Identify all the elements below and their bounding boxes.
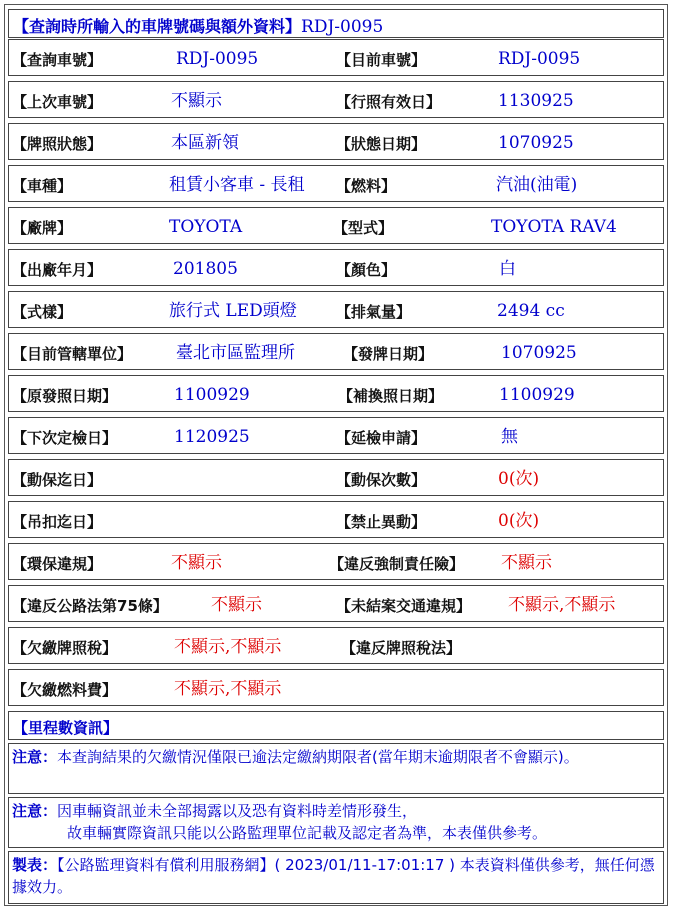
field-value: 1130925 — [498, 91, 574, 111]
field-label: 【吊扣迄日】 — [12, 513, 103, 531]
field-value: 1070925 — [498, 133, 574, 153]
field-label: 【發牌日期】 — [343, 345, 434, 363]
info-row — [8, 417, 664, 454]
mileage-section-title: 【里程數資訊】 — [13, 719, 119, 737]
info-row — [8, 165, 664, 202]
field-value: TOYOTA — [169, 217, 243, 237]
info-row — [8, 585, 664, 622]
report-title-bar — [8, 9, 664, 38]
field-label: 【出廠年月】 — [12, 261, 103, 279]
field-label: 【燃料】 — [336, 177, 397, 195]
field-label: 【目前管轄單位】 — [12, 345, 133, 363]
field-label: 【狀態日期】 — [336, 135, 427, 153]
note-text-line1: 因車輛資訊並未全部揭露以及恐有資料時差情形發生， — [57, 802, 418, 820]
field-value: 不顯示 — [171, 553, 222, 573]
field-label: 【欠繳燃料費】 — [12, 681, 118, 699]
field-label: 【違反公路法第75條】 — [12, 597, 168, 615]
info-row — [8, 291, 664, 328]
info-row — [8, 123, 664, 160]
field-label: 【車種】 — [12, 177, 73, 195]
field-value: 不顯示,不顯示 — [174, 637, 282, 657]
info-row — [8, 543, 664, 580]
field-label: 【延檢申請】 — [336, 429, 427, 447]
info-row — [8, 207, 664, 244]
field-value: 汽油(油電) — [496, 175, 578, 195]
field-value: 1070925 — [501, 343, 577, 363]
info-row — [8, 81, 664, 118]
producer-text: 【公路監理資料有償利用服務網】( 2023/01/11-17:01:17 ) 本表資料僅供參考，無任何憑據效力。 — [12, 856, 655, 896]
title-plate: RDJ-0095 — [301, 17, 384, 37]
info-row — [8, 627, 664, 664]
field-value: 臺北市區監理所 — [176, 343, 295, 363]
field-label: 【違反牌照稅法】 — [341, 639, 462, 657]
field-value: 不顯示 — [171, 91, 222, 111]
field-value: 本區新領 — [171, 133, 239, 153]
note-overdue — [8, 743, 664, 794]
field-value: TOYOTA RAV4 — [491, 217, 617, 237]
info-row — [8, 375, 664, 412]
field-value: 白 — [499, 259, 516, 279]
info-row — [8, 501, 664, 538]
mileage-section-header — [8, 711, 664, 740]
field-label: 【違反強制責任險】 — [329, 555, 465, 573]
field-value: 1100929 — [174, 385, 250, 405]
note-text: 本查詢結果的欠繳情況僅限已逾法定繳納期限者(當年期末逾期限者不會顯示)。 — [57, 748, 579, 766]
field-value: 不顯示 — [211, 595, 262, 615]
field-value: 旅行式 LED頭燈 — [169, 301, 297, 321]
info-row — [8, 249, 664, 286]
note-label: 注意： — [12, 802, 58, 820]
field-label: 【廠牌】 — [12, 219, 73, 237]
note-text-line2: 故車輛實際資訊只能以公路監理單位記載及認定者為準，本表僅供參考。 — [67, 824, 548, 842]
field-label: 【行照有效日】 — [336, 93, 442, 111]
field-label: 【下次定檢日】 — [12, 429, 118, 447]
field-value: RDJ-0095 — [176, 49, 259, 69]
field-value: 無 — [501, 427, 518, 447]
field-value: 租賃小客車 - 長租 — [169, 175, 305, 195]
field-label: 【原發照日期】 — [12, 387, 118, 405]
info-row — [8, 333, 664, 370]
field-label: 【環保違規】 — [12, 555, 103, 573]
field-label: 【動保次數】 — [336, 471, 427, 489]
field-label: 【排氣量】 — [336, 303, 412, 321]
field-label: 【未結案交通違規】 — [336, 597, 472, 615]
field-value: 201805 — [173, 259, 238, 279]
field-label: 【顏色】 — [336, 261, 397, 279]
field-label: 【型式】 — [333, 219, 394, 237]
field-value: 1120925 — [174, 427, 250, 447]
field-label: 【動保迄日】 — [12, 471, 103, 489]
field-value: 0(次) — [498, 511, 540, 531]
note-producer — [8, 851, 664, 904]
info-row — [8, 39, 664, 76]
field-value: 不顯示 — [501, 553, 552, 573]
field-label: 【補換照日期】 — [338, 387, 444, 405]
field-label: 【上次車號】 — [12, 93, 103, 111]
field-value: 不顯示,不顯示 — [508, 595, 616, 615]
field-label: 【式樣】 — [12, 303, 73, 321]
info-row — [8, 459, 664, 496]
field-value: RDJ-0095 — [498, 49, 581, 69]
field-label: 【目前車號】 — [336, 51, 427, 69]
field-label: 【欠繳牌照稅】 — [12, 639, 118, 657]
field-value: 2494 cc — [497, 301, 565, 321]
note-disclaimer — [8, 797, 664, 848]
field-value: 0(次) — [498, 469, 540, 489]
field-label: 【牌照狀態】 — [12, 135, 103, 153]
field-value: 1100929 — [499, 385, 575, 405]
info-row — [8, 669, 664, 706]
field-value: 不顯示,不顯示 — [174, 679, 282, 699]
producer-label: 製表： — [12, 856, 58, 874]
field-label: 【查詢車號】 — [12, 51, 103, 69]
report-title: 【查詢時所輸入的車牌號碼與額外資料】RDJ-0095 — [13, 17, 384, 37]
field-label: 【禁止異動】 — [336, 513, 427, 531]
note-label: 注意： — [12, 748, 58, 766]
